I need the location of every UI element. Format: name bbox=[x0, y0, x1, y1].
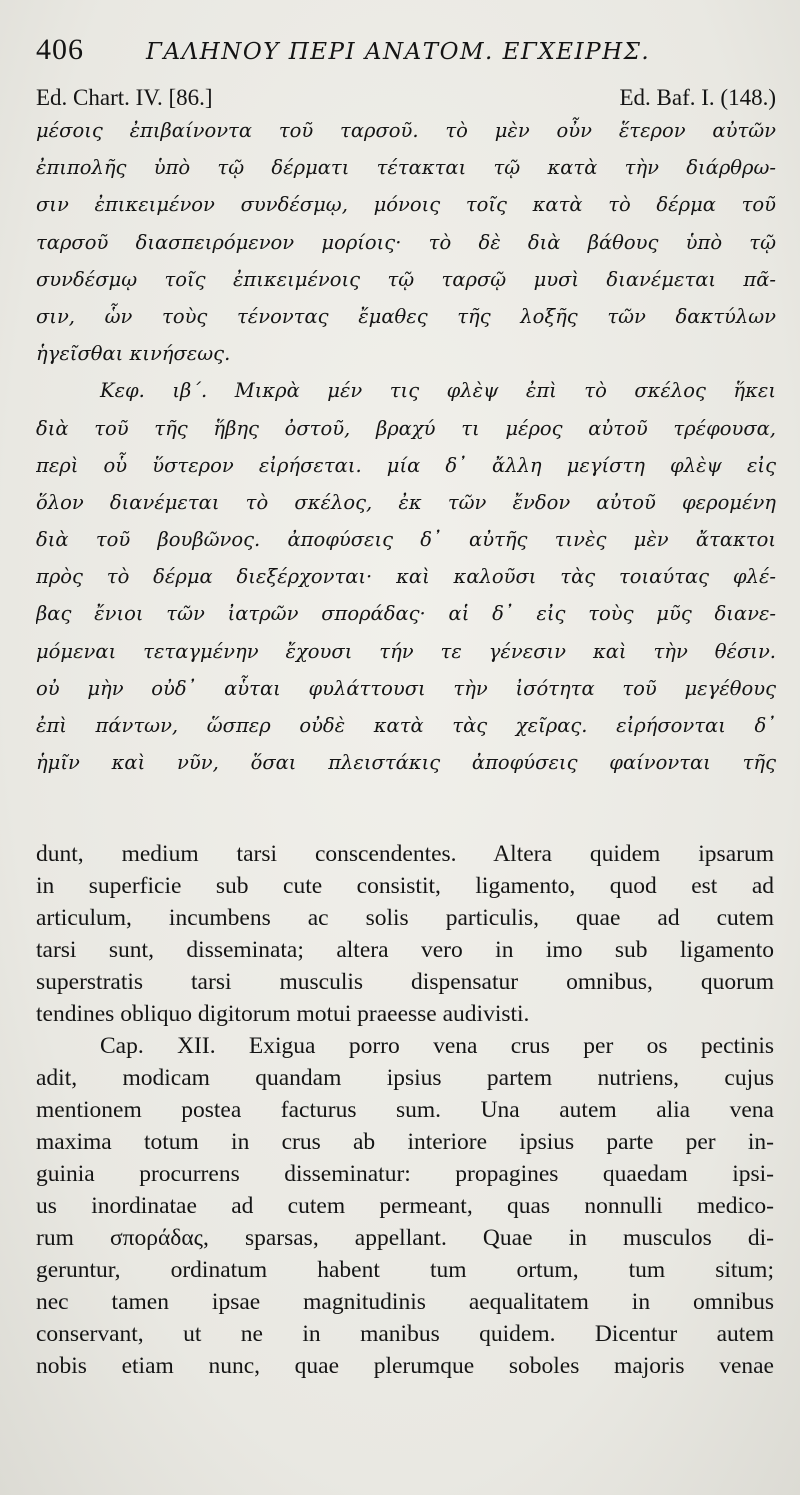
latin-line: in superficie sub cute consistit, ligamento, quod est ad bbox=[36, 873, 774, 899]
greek-line: ἡμῖν καὶ νῦν, ὅσαι πλειστάκις ἀποφύσεις φαίνονται τῆς bbox=[36, 751, 776, 775]
latin-line: guinia procurrens disseminatur: propagines quaedam ipsi- bbox=[36, 1161, 774, 1187]
greek-line: σιν ἐπικειμένον συνδέσμῳ, μόνοις τοῖς κατὰ τὸ δέρμα τοῦ bbox=[36, 193, 776, 217]
greek-line: βας ἔνιοι τῶν ἰατρῶν σποράδας· αἱ δ᾽ εἰς τοὺς μῦς διανε- bbox=[36, 602, 776, 626]
greek-line: οὐ μὴν οὐδ᾽ αὗται φυλάττουσι τὴν ἰσότητα τοῦ μεγέθους bbox=[36, 676, 776, 700]
greek-line: ὅλον διανέμεται τὸ σκέλος, ἐκ τῶν ἔνδον αὐτοῦ φερομένη bbox=[36, 490, 776, 514]
latin-line: dunt, medium tarsi conscendentes. Altera quidem ipsarum bbox=[36, 841, 774, 867]
page-number: 406 bbox=[36, 33, 84, 66]
greek-line: ἐπὶ πάντων, ὥσπερ οὐδὲ κατὰ τὰς χεῖρας. εἰρήσονται δ᾽ bbox=[36, 714, 776, 737]
latin-line: tendines obliquo digitorum motui praeesse audivisti. bbox=[36, 1001, 530, 1027]
greek-line: μόμεναι τεταγμένην ἔχουσι τήν τε γένεσιν καὶ τὴν θέσιν. bbox=[36, 639, 776, 663]
greek-line: περὶ οὗ ὕστερον εἰρήσεται. μία δ᾽ ἄλλη μεγίστη φλὲψ εἰς bbox=[36, 453, 776, 477]
greek-chapter-heading-line: Κεφ. ιβ΄. Μικρὰ μέν τις φλὲψ ἐπὶ τὸ σκέλος ἥκει bbox=[100, 379, 776, 403]
latin-chapter-heading-line: Cap. XII. Exigua porro vena crus per os pectinis bbox=[100, 1033, 774, 1059]
latin-line: nobis etiam nunc, quae plerumque soboles majoris venae bbox=[36, 1353, 774, 1379]
edition-reference-line bbox=[36, 82, 776, 114]
greek-line: διὰ τοῦ βουβῶνος. ἀποφύσεις δ᾽ αὐτῆς τινὲς μὲν ἄτακτοι bbox=[36, 528, 776, 552]
latin-line: mentionem postea facturus sum. Una autem alia vena bbox=[36, 1097, 774, 1123]
latin-line: superstratis tarsi musculis dispensatur omnibus, quorum bbox=[36, 969, 774, 995]
greek-line: μέσοις ἐπιβαίνοντα τοῦ ταρσοῦ. τὸ μὲν οὖν ἕτερον αὐτῶν bbox=[36, 119, 776, 142]
running-title: ΓΑΛΗΝΟΥ ΠΕΡΙ ΑΝΑΤΟΜ. ΕΓΧΕΙΡΗΣ. bbox=[146, 39, 651, 65]
greek-line: σιν, ὧν τοὺς τένοντας ἔμαθες τῆς λοξῆς τῶν δακτύλων bbox=[36, 304, 776, 328]
edition-chart-reference: Ed. Chart. IV. [86.] bbox=[36, 85, 213, 110]
latin-line: tarsi sunt, disseminata; altera vero in imo sub ligamento bbox=[36, 937, 774, 963]
latin-line: nec tamen ipsae magnitudinis aequalitatem in omnibus bbox=[36, 1289, 774, 1315]
latin-text-block bbox=[36, 838, 774, 1382]
latin-line: rum σποράδας, sparsas, appellant. Quae in musculos di- bbox=[36, 1225, 774, 1251]
latin-line: adit, modicam quandam ipsius partem nutriens, cujus bbox=[36, 1065, 774, 1091]
latin-line: maxima totum in crus ab interiore ipsius parte per in- bbox=[36, 1129, 774, 1155]
greek-line: ταρσοῦ διασπειρόμενον μορίοις· τὸ δὲ διὰ βάθους ὑπὸ τῷ bbox=[36, 230, 776, 254]
latin-line: us inordinatae ad cutem permeant, quas nonnulli medico- bbox=[36, 1193, 774, 1219]
greek-text-block bbox=[36, 112, 776, 781]
latin-line: conservant, ut ne in manibus quidem. Dicentur autem bbox=[36, 1321, 774, 1347]
running-head bbox=[36, 32, 776, 72]
latin-line: articulum, incumbens ac solis particulis, quae ad cutem bbox=[36, 905, 774, 931]
greek-line: πρὸς τὸ δέρμα διεξέρχονται· καὶ καλοῦσι τὰς τοιαύτας φλέ- bbox=[36, 565, 776, 589]
edition-basel-reference: Ed. Baf. I. (148.) bbox=[619, 85, 776, 110]
greek-line: συνδέσμῳ τοῖς ἐπικειμένοις τῷ ταρσῷ μυσὶ διανέμεται πᾶ- bbox=[36, 267, 776, 291]
latin-line: geruntur, ordinatum habent tum ortum, tum situm; bbox=[36, 1257, 774, 1283]
greek-line: ἡγεῖσθαι κινήσεως. bbox=[36, 342, 231, 366]
greek-line: διὰ τοῦ τῆς ἥβης ὀστοῦ, βραχύ τι μέρος αὐτοῦ τρέφουσα, bbox=[36, 416, 776, 440]
greek-line: ἐπιπολῆς ὑπὸ τῷ δέρματι τέτακται τῷ κατὰ τὴν διάρθρω- bbox=[36, 156, 776, 180]
